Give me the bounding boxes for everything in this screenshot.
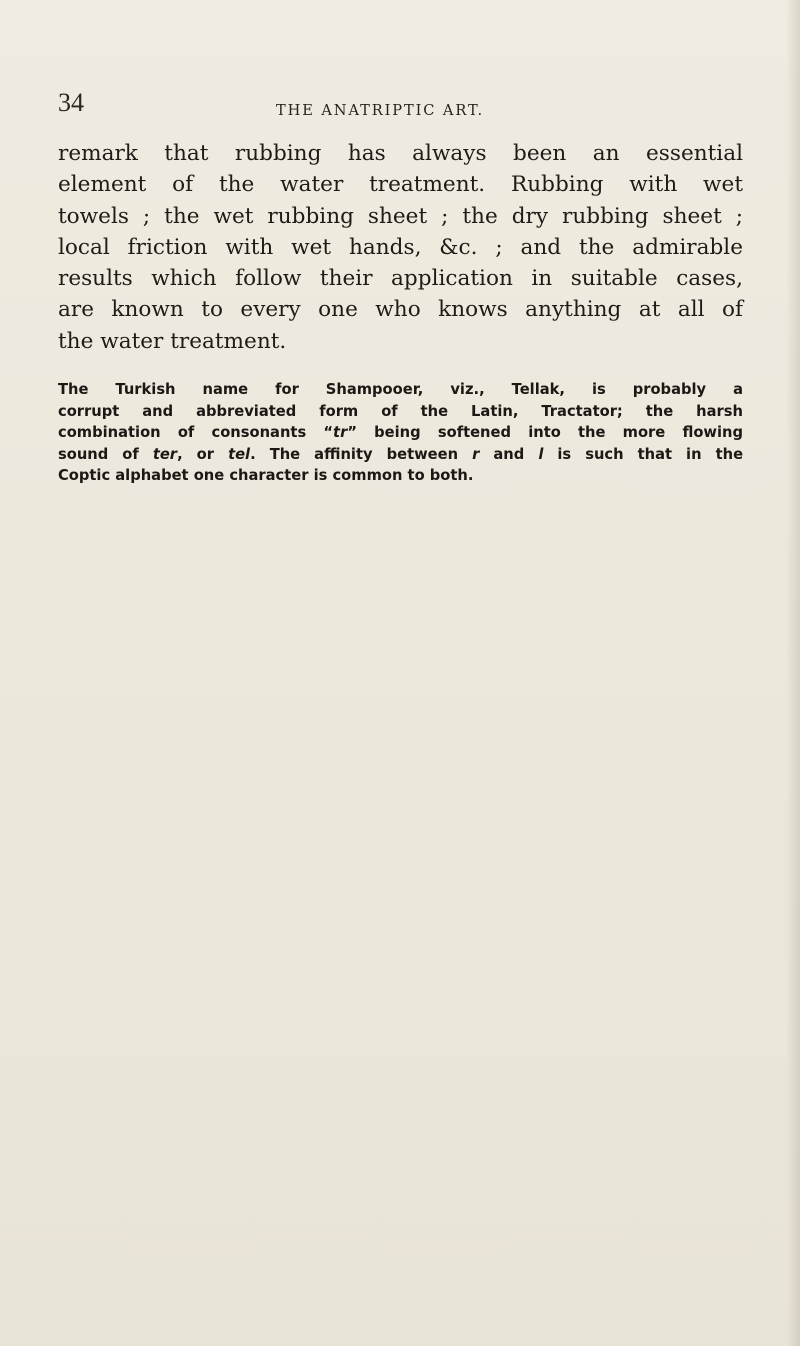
body-line: remark that rubbing has always been an essential <box>58 141 743 166</box>
footnote-italic-text: tr <box>333 424 348 442</box>
footnote-text: is such that in the <box>543 445 744 463</box>
body-line: the water treatment. <box>58 328 287 354</box>
body-line: local friction with wet hands, &c. ; and the admirable <box>58 234 743 260</box>
footnote-italic-text: r <box>472 445 480 463</box>
running-head: THE ANATRIPTIC ART. <box>276 102 485 119</box>
footnote-text: ” being softened into the more flowing <box>347 424 744 442</box>
body-paragraph <box>58 138 743 357</box>
body-line: towels ; the wet rubbing sheet ; the dry rubbing sheet ; <box>58 203 743 229</box>
footnote-line <box>58 422 743 444</box>
footnote-line: The Turkish name for Shampooer, viz., Tellak, is probably a <box>58 381 743 398</box>
footnote-text: sound of <box>58 445 153 463</box>
footnote-italic-text: tel <box>228 445 251 463</box>
body-line: element of the water treatment. Rubbing with wet <box>58 172 743 198</box>
body-line: are known to every one who knows anything at all of <box>58 297 743 323</box>
footnote-text: , or <box>177 445 229 463</box>
footnote-text: combination of consonants “ <box>58 424 334 442</box>
footnote-italic-text: ter <box>152 445 178 463</box>
footnote-line: Coptic alphabet one character is common to both. <box>58 467 474 485</box>
footnote <box>58 379 743 487</box>
page-edge-shadow <box>786 0 800 1346</box>
footnote-text: and <box>479 445 539 463</box>
footnote-line: corrupt and abbreviated form of the Latin, Tractator; the harsh <box>58 402 743 420</box>
footnote-text: . The affinity between <box>250 445 473 463</box>
footnote-line <box>58 444 743 466</box>
footnote-italic-text: l <box>538 445 544 463</box>
page-number: 34 <box>58 88 84 117</box>
body-line: results which follow their application in suitable cases, <box>58 266 743 292</box>
